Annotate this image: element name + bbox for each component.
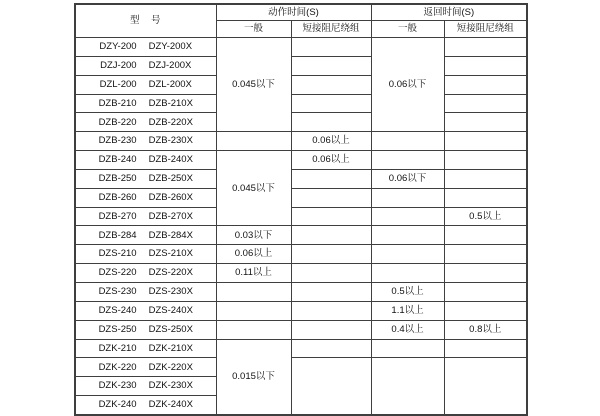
header-return-general: 一般 — [371, 21, 444, 38]
action-damping-empty — [291, 320, 371, 339]
table-row — [75, 151, 527, 170]
table-row — [75, 113, 527, 132]
return-damping-empty — [444, 56, 527, 75]
model-cell: DZK-230 DZK-230X — [75, 377, 216, 396]
action-damping-empty — [291, 245, 371, 264]
action-general-empty — [216, 132, 291, 151]
table-row — [75, 339, 527, 358]
model-cell: DZB-230 DZB-230X — [75, 132, 216, 151]
return-damping-empty — [444, 282, 527, 301]
action-general-rows1-5: 0.045以下 — [216, 38, 291, 132]
model-cell: DZB-270 DZB-270X — [75, 207, 216, 226]
return-damping-empty — [444, 151, 527, 170]
return-general-rows1-5: 0.06以下 — [371, 38, 444, 132]
model-cell: DZB-220 DZB-220X — [75, 113, 216, 132]
model-cell: DZB-210 DZB-210X — [75, 94, 216, 113]
action-general-rows17-20: 0.015以下 — [216, 339, 291, 415]
table-row — [75, 38, 527, 57]
model-cell: DZB-240 DZB-240X — [75, 151, 216, 170]
return-damping-empty — [444, 188, 527, 207]
header-action-general: 一般 — [216, 21, 291, 38]
action-damping-empty — [291, 207, 371, 226]
return-damping-empty — [444, 94, 527, 113]
return-general-empty — [371, 151, 444, 170]
table-row — [75, 132, 527, 151]
action-damping-empty — [291, 56, 371, 75]
table-row — [75, 282, 527, 301]
model-cell: DZB-260 DZB-260X — [75, 188, 216, 207]
return-damping-row10: 0.5以上 — [444, 207, 527, 226]
action-damping-empty — [291, 75, 371, 94]
model-cell: DZS-220 DZS-220X — [75, 264, 216, 283]
table-row — [75, 245, 527, 264]
model-cell: DZK-210 DZK-210X — [75, 339, 216, 358]
action-damping-empty — [291, 113, 371, 132]
return-general-row8: 0.06以下 — [371, 169, 444, 188]
model-cell: DZB-250 DZB-250X — [75, 169, 216, 188]
model-cell: DZS-250 DZS-250X — [75, 320, 216, 339]
action-damping-empty — [291, 339, 371, 358]
table-row — [75, 169, 527, 188]
return-damping-empty — [444, 38, 527, 57]
action-general-empty — [216, 301, 291, 320]
action-damping-empty — [291, 226, 371, 245]
table-row — [75, 56, 527, 75]
header-row-top — [75, 4, 527, 21]
return-damping-empty — [444, 301, 527, 320]
return-general-empty — [371, 132, 444, 151]
table-row — [75, 358, 527, 377]
model-cell: DZJ-200 DZJ-200X — [75, 56, 216, 75]
model-cell: DZS-240 DZS-240X — [75, 301, 216, 320]
return-damping-row16: 0.8以上 — [444, 320, 527, 339]
return-damping-empty — [444, 75, 527, 94]
return-damping-empty — [444, 132, 527, 151]
return-general-empty — [371, 264, 444, 283]
action-damping-empty — [291, 169, 371, 188]
table-row — [75, 207, 527, 226]
model-cell: DZK-220 DZK-220X — [75, 358, 216, 377]
table-row — [75, 226, 527, 245]
action-general-empty — [216, 320, 291, 339]
return-general-row15: 1.1以上 — [371, 301, 444, 320]
return-general-empty — [371, 188, 444, 207]
action-general-rows7-10: 0.045以下 — [216, 151, 291, 226]
relay-spec-table — [74, 3, 528, 416]
action-general-row12: 0.06以上 — [216, 245, 291, 264]
table-row — [75, 301, 527, 320]
action-damping-empty — [291, 38, 371, 57]
model-cell: DZB-284 DZB-284X — [75, 226, 216, 245]
model-cell: DZY-200 DZY-200X — [75, 38, 216, 57]
return-damping-rows18-20-empty — [444, 358, 527, 415]
return-general-empty — [371, 245, 444, 264]
return-damping-empty — [444, 245, 527, 264]
return-damping-empty — [444, 339, 527, 358]
table-row — [75, 75, 527, 94]
return-general-rows18-20-empty — [371, 358, 444, 415]
model-cell: DZL-200 DZL-200X — [75, 75, 216, 94]
action-damping-empty — [291, 301, 371, 320]
model-cell: DZS-210 DZS-210X — [75, 245, 216, 264]
action-damping-empty — [291, 94, 371, 113]
header-action-damping: 短接阻尼绕组 — [291, 21, 371, 38]
return-general-empty — [371, 339, 444, 358]
header-return-time: 返回时间(S) — [371, 4, 527, 21]
action-damping-rows18-20-empty — [291, 358, 371, 415]
table-row — [75, 264, 527, 283]
table-row — [75, 188, 527, 207]
table-row — [75, 94, 527, 113]
return-general-empty — [371, 207, 444, 226]
return-general-empty — [371, 226, 444, 245]
return-damping-empty — [444, 264, 527, 283]
return-general-row16: 0.4以上 — [371, 320, 444, 339]
return-damping-empty — [444, 169, 527, 188]
action-damping-row6: 0.06以上 — [291, 132, 371, 151]
model-cell: DZK-240 DZK-240X — [75, 396, 216, 415]
table-row — [75, 320, 527, 339]
return-damping-empty — [444, 113, 527, 132]
action-damping-row7: 0.06以上 — [291, 151, 371, 170]
return-general-row14: 0.5以上 — [371, 282, 444, 301]
header-model: 型 号 — [75, 4, 216, 38]
action-damping-empty — [291, 264, 371, 283]
action-general-row13: 0.11以上 — [216, 264, 291, 283]
model-cell: DZS-230 DZS-230X — [75, 282, 216, 301]
action-general-empty — [216, 282, 291, 301]
action-general-row11: 0.03以下 — [216, 226, 291, 245]
header-action-time: 动作时间(S) — [216, 4, 371, 21]
action-damping-empty — [291, 282, 371, 301]
header-return-damping: 短接阻尼绕组 — [444, 21, 527, 38]
return-damping-empty — [444, 226, 527, 245]
action-damping-empty — [291, 188, 371, 207]
spec-table-container — [74, 3, 528, 416]
